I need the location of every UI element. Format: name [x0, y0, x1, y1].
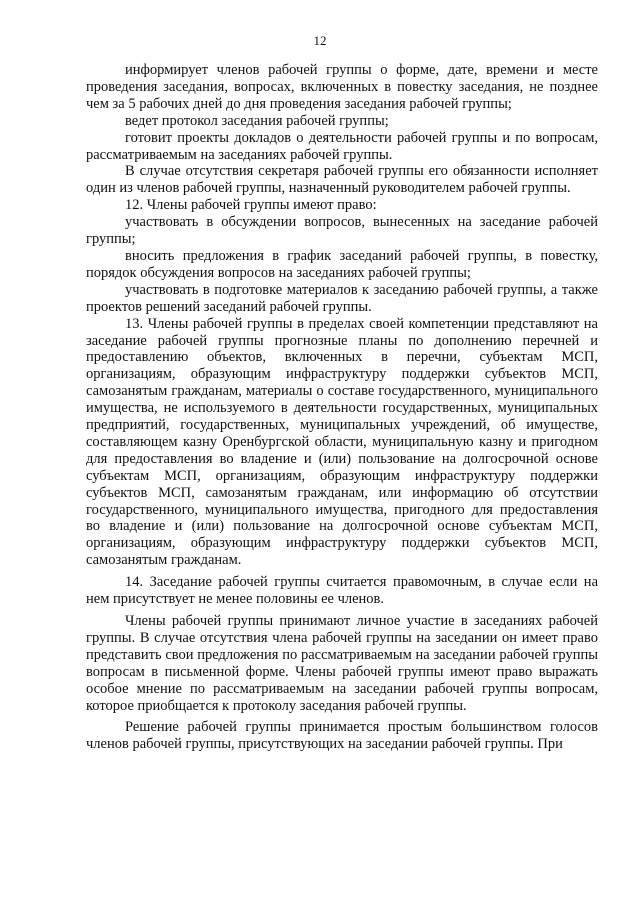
paragraph: участвовать в подготовке материалов к заседанию рабочей группы, а также проектов решений заседаний рабочей группы.: [86, 281, 598, 315]
paragraph: Решение рабочей группы принимается простым большинством голосов членов рабочей группы, присутствующих на заседании рабочей группы. При: [86, 719, 598, 753]
paragraph: Члены рабочей группы принимают личное участие в заседаниях рабочей группы. В случае отсутствия члена рабочей группы на заседании он имеет право представить свои предложения по рассматриваемым на заседании рабочей группы вопросам в письменной форме. Члены рабочей группы имеют право выражать особое мнение по рассматриваемым на заседании рабочей группы вопросам, которое приобщается к протоколу заседания рабочей группы.: [86, 613, 598, 714]
paragraph: 14. Заседание рабочей группы считается правомочным, в случае если на нем присутствует не менее половины ее членов.: [86, 574, 598, 608]
paragraph: 13. Члены рабочей группы в пределах своей компетенции представляют на заседание рабочей группы прогнозные планы по дополнению перечней и предоставлению объектов, включенных в перечни, субъектам МСП, организациям, образующим инфраструктуру поддержки субъектов МСП, самозанятым гражданам, материалы о составе государственного, муниципального имущества, не используемого в деятельности государственных, муниципальных предприятий, государственных, муниципальных учреждений, об имуществе, составляющем казну Оренбургской области, муниципальную казну и пригодном для предоставления во владение и (или) пользование на долгосрочной основе субъектам МСП, организациям, образующим инфраструктуру поддержки субъектов МСП, самозанятым гражданам, или информацию об отсутствии государственного, муниципального имущества, пригодного для предоставления во владение и (или) пользование на долгосрочной основе субъектам МСП, организациям, образующим инфраструктуру поддержки субъектов МСП, самозанятым гражданам.: [86, 315, 598, 569]
page-number: 12: [313, 33, 327, 48]
body-text: [86, 62, 598, 753]
paragraph: В случае отсутствия секретаря рабочей группы его обязанности исполняет один из членов рабочей группы, назначенный руководителем рабочей группы.: [86, 163, 598, 197]
paragraph: 12. Члены рабочей группы имеют право:: [125, 197, 377, 214]
paragraph: участвовать в обсуждении вопросов, вынесенных на заседание рабочей группы;: [86, 214, 598, 248]
paragraph: вносить предложения в график заседаний рабочей группы, в повестку, порядок обсуждения вопросов на заседаниях рабочей группы;: [86, 247, 598, 281]
paragraph: информирует членов рабочей группы о форме, дате, времени и месте проведения заседания, вопросах, включенных в повестку заседания, не позднее чем за 5 рабочих дней до дня проведения заседания рабочей группы;: [86, 62, 598, 112]
paragraph: готовит проекты докладов о деятельности рабочей группы и по вопросам, рассматриваемым на заседаниях рабочей группы.: [86, 129, 598, 163]
paragraph: ведет протокол заседания рабочей группы;: [125, 112, 389, 129]
